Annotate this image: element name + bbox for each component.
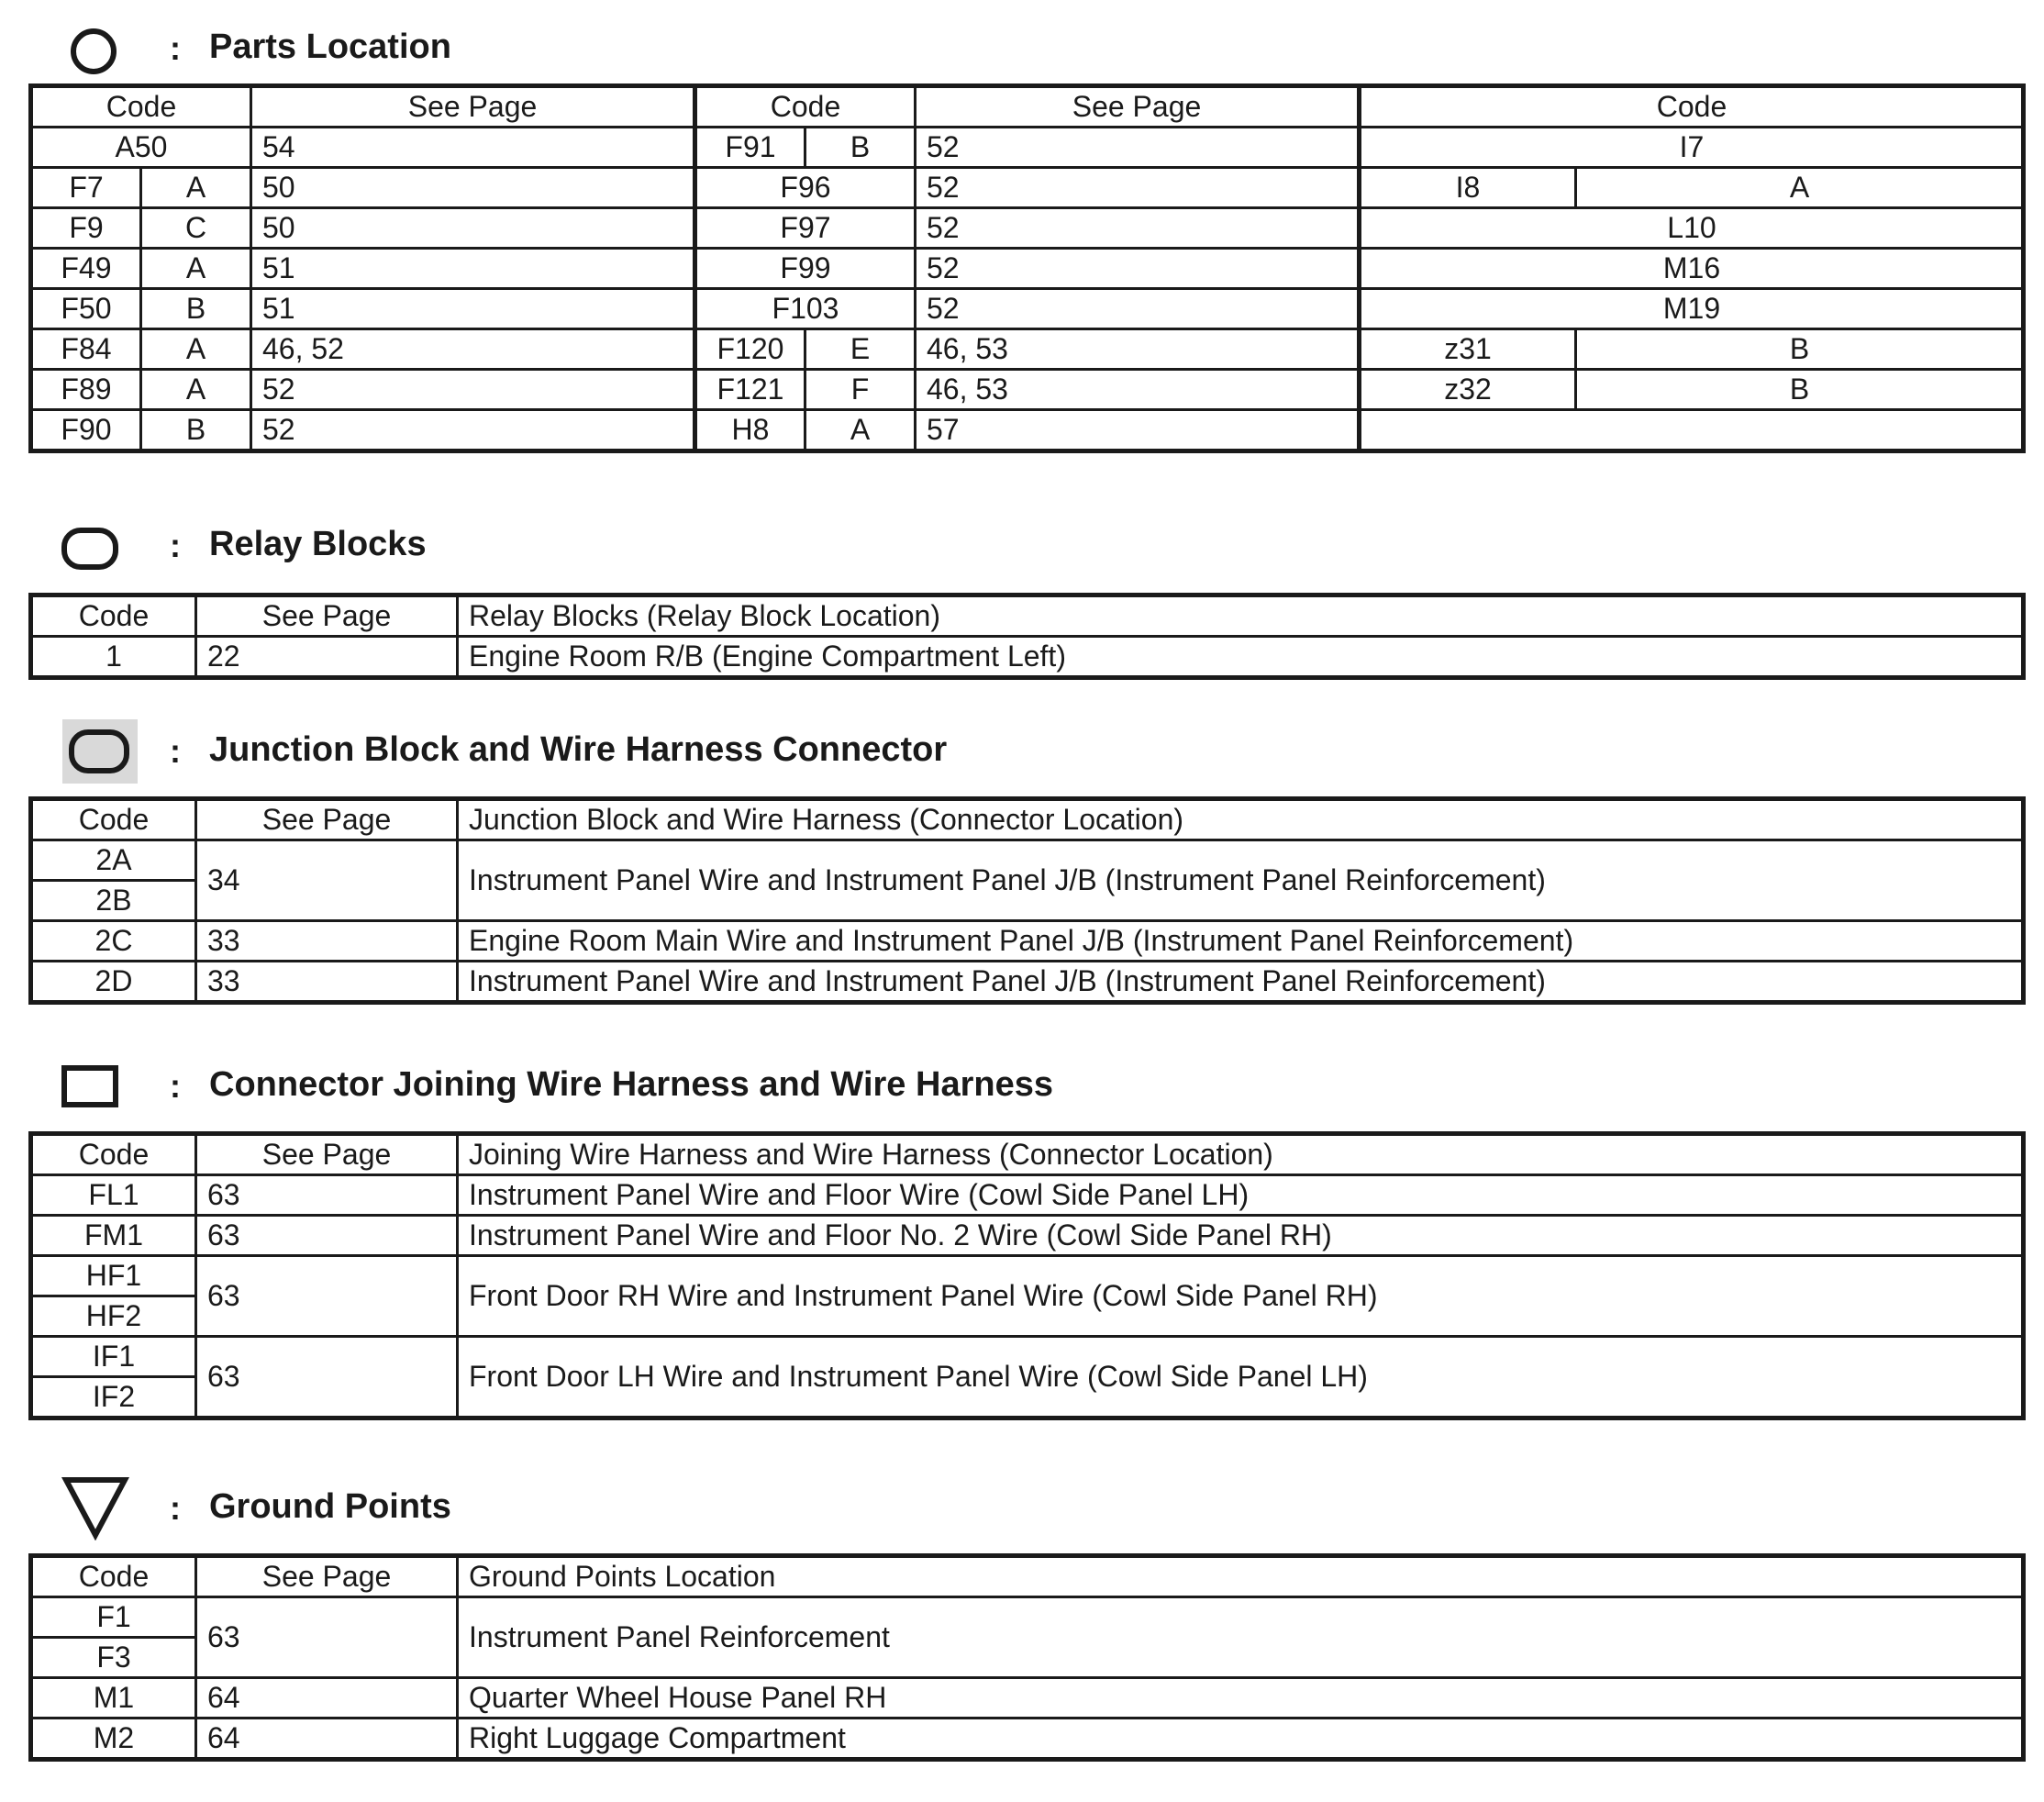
description-cell: Instrument Panel Wire and Floor No. 2 Wire (Cowl Side Panel RH) xyxy=(458,1216,2024,1256)
relay-blocks-heading xyxy=(0,514,2044,587)
code-cell: 2D xyxy=(31,962,196,1003)
code-cell: L10 xyxy=(1360,208,2024,249)
page-cell: 22 xyxy=(196,637,458,678)
code-cell: F97 xyxy=(695,208,916,249)
description-cell: Right Luggage Compartment xyxy=(458,1719,2024,1760)
table-row xyxy=(31,1719,2024,1760)
table-row xyxy=(31,1216,2024,1256)
code-cell: IF2 xyxy=(31,1377,196,1418)
table-row xyxy=(31,289,2024,329)
code-cell: F96 xyxy=(695,168,916,208)
description-cell: Instrument Panel Wire and Floor Wire (Cowl Side Panel LH) xyxy=(458,1175,2024,1216)
page-cell: 52 xyxy=(916,128,1360,168)
page-cell: 63 xyxy=(196,1597,458,1678)
code-cell: HF1 xyxy=(31,1256,196,1296)
code-cell: 1 xyxy=(31,637,196,678)
sub-code-cell: A xyxy=(141,329,251,370)
description-cell: Instrument Panel Wire and Instrument Panel J/B (Instrument Panel Reinforcement) xyxy=(458,962,2024,1003)
see-page-header: See Page xyxy=(196,1556,458,1597)
page-cell: 63 xyxy=(196,1337,458,1418)
description-header: Relay Blocks (Relay Block Location) xyxy=(458,595,2024,637)
description-cell: Instrument Panel Wire and Instrument Panel J/B (Instrument Panel Reinforcement) xyxy=(458,840,2024,921)
description-cell: Front Door RH Wire and Instrument Panel Wire (Cowl Side Panel RH) xyxy=(458,1256,2024,1337)
sub-code-cell: F xyxy=(805,370,916,410)
sub-code-cell: B xyxy=(1576,329,2024,370)
sub-code-cell: A xyxy=(141,168,251,208)
sub-code-cell: A xyxy=(1576,168,2024,208)
code-cell: F50 xyxy=(31,289,141,329)
code-header: Code xyxy=(695,86,916,128)
rectangle-icon xyxy=(61,1063,121,1111)
page-cell: 64 xyxy=(196,1719,458,1760)
code-header: Code xyxy=(31,86,251,128)
heading-colon: : xyxy=(170,732,181,770)
page-cell: 63 xyxy=(196,1175,458,1216)
code-cell: F49 xyxy=(31,249,141,289)
code-cell: H8 xyxy=(695,410,805,451)
page-cell: 52 xyxy=(916,249,1360,289)
description-header: Junction Block and Wire Harness (Connector Location) xyxy=(458,799,2024,840)
parts-location-table xyxy=(28,83,2026,453)
code-header: Code xyxy=(31,1556,196,1597)
table-row xyxy=(31,1337,2024,1377)
description-cell: Front Door LH Wire and Instrument Panel Wire (Cowl Side Panel LH) xyxy=(458,1337,2024,1418)
relay-blocks-title: Relay Blocks xyxy=(209,525,427,563)
junction-block-title: Junction Block and Wire Harness Connector xyxy=(209,730,948,769)
heading-colon: : xyxy=(170,1489,181,1527)
code-header: Code xyxy=(31,595,196,637)
heading-colon: : xyxy=(170,29,181,67)
code-cell: IF1 xyxy=(31,1337,196,1377)
code-cell: 2B xyxy=(31,881,196,921)
sub-code-cell: E xyxy=(805,329,916,370)
page-cell: 52 xyxy=(251,370,695,410)
page-cell: 34 xyxy=(196,840,458,921)
page-cell: 52 xyxy=(916,168,1360,208)
page-cell: 46, 53 xyxy=(916,370,1360,410)
see-page-header: See Page xyxy=(196,1134,458,1175)
table-row xyxy=(31,168,2024,208)
ground-points-table xyxy=(28,1553,2026,1762)
see-page-header: See Page xyxy=(196,799,458,840)
table-row xyxy=(31,840,2024,881)
code-cell: F3 xyxy=(31,1638,196,1678)
code-cell: F1 xyxy=(31,1597,196,1638)
parts-location-title: Parts Location xyxy=(209,28,451,66)
connector-joining-heading xyxy=(0,1051,2044,1124)
sub-code-cell: B xyxy=(1576,370,2024,410)
code-cell: F7 xyxy=(31,168,141,208)
code-cell: FM1 xyxy=(31,1216,196,1256)
rounded-rectangle-icon xyxy=(61,527,121,573)
shaded-rounded-rectangle-icon xyxy=(62,719,138,784)
table-row xyxy=(31,249,2024,289)
code-cell: F99 xyxy=(695,249,916,289)
page-cell: 50 xyxy=(251,168,695,208)
description-header: Ground Points Location xyxy=(458,1556,2024,1597)
see-page-header: See Page xyxy=(916,86,1360,128)
description-cell: Quarter Wheel House Panel RH xyxy=(458,1678,2024,1719)
rounded-rectangle-shape xyxy=(62,719,138,784)
code-cell: M16 xyxy=(1360,249,2024,289)
code-cell: F84 xyxy=(31,329,141,370)
ground-points-heading xyxy=(0,1473,2044,1546)
see-page-header: See Page xyxy=(251,86,695,128)
code-cell: F9 xyxy=(31,208,141,249)
triangle-down-icon xyxy=(61,1474,130,1541)
code-cell: F90 xyxy=(31,410,141,451)
code-cell: F103 xyxy=(695,289,916,329)
table-row xyxy=(31,1678,2024,1719)
junction-block-table xyxy=(28,796,2026,1005)
heading-colon: : xyxy=(170,1067,181,1105)
header-row xyxy=(31,595,2024,637)
relay-blocks-table xyxy=(28,593,2026,680)
table-row xyxy=(31,128,2024,168)
code-cell: F121 xyxy=(695,370,805,410)
description-header: Joining Wire Harness and Wire Harness (Connector Location) xyxy=(458,1134,2024,1175)
header-row xyxy=(31,1134,2024,1175)
code-cell: A50 xyxy=(31,128,251,168)
table-row xyxy=(31,921,2024,962)
code-cell: z32 xyxy=(1360,370,1576,410)
code-header: Code xyxy=(1360,86,2024,128)
code-cell: M2 xyxy=(31,1719,196,1760)
table-row xyxy=(31,370,2024,410)
page-cell: 52 xyxy=(916,289,1360,329)
page-cell: 33 xyxy=(196,962,458,1003)
header-row xyxy=(31,86,2024,128)
page-cell: 46, 53 xyxy=(916,329,1360,370)
code-cell: F89 xyxy=(31,370,141,410)
header-row xyxy=(31,799,2024,840)
page-cell: 64 xyxy=(196,1678,458,1719)
page-cell: 57 xyxy=(916,410,1360,451)
page-cell: 46, 52 xyxy=(251,329,695,370)
see-page-header: See Page xyxy=(196,595,458,637)
connector-joining-table xyxy=(28,1131,2026,1420)
heading-colon: : xyxy=(170,527,181,564)
code-header: Code xyxy=(31,1134,196,1175)
sub-code-cell: B xyxy=(805,128,916,168)
sub-code-cell: B xyxy=(141,410,251,451)
sub-code-cell: A xyxy=(805,410,916,451)
page-cell: 52 xyxy=(251,410,695,451)
sub-code-cell: A xyxy=(141,249,251,289)
connector-joining-title: Connector Joining Wire Harness and Wire Harness xyxy=(209,1065,1053,1104)
sub-code-cell: C xyxy=(141,208,251,249)
table-row xyxy=(31,637,2024,678)
sub-code-cell: B xyxy=(141,289,251,329)
page-cell: 63 xyxy=(196,1216,458,1256)
page-cell: 33 xyxy=(196,921,458,962)
table-row xyxy=(31,329,2024,370)
page-cell: 63 xyxy=(196,1256,458,1337)
code-cell: M19 xyxy=(1360,289,2024,329)
page-cell: 54 xyxy=(251,128,695,168)
table-row xyxy=(31,1256,2024,1296)
description-cell: Engine Room Main Wire and Instrument Panel J/B (Instrument Panel Reinforcement) xyxy=(458,921,2024,962)
table-row xyxy=(31,1175,2024,1216)
table-row xyxy=(31,1597,2024,1638)
junction-block-heading xyxy=(0,716,2044,789)
code-cell: M1 xyxy=(31,1678,196,1719)
ground-points-title: Ground Points xyxy=(209,1487,451,1526)
page-cell: 51 xyxy=(251,289,695,329)
code-cell: 2A xyxy=(31,840,196,881)
circle-icon xyxy=(68,26,119,77)
page-cell: 52 xyxy=(916,208,1360,249)
code-cell: 2C xyxy=(31,921,196,962)
description-cell: Instrument Panel Reinforcement xyxy=(458,1597,2024,1678)
table-row xyxy=(31,208,2024,249)
code-cell: z31 xyxy=(1360,329,1576,370)
page-cell: 51 xyxy=(251,249,695,289)
code-cell: F120 xyxy=(695,329,805,370)
code-cell xyxy=(1360,410,2024,451)
table-row xyxy=(31,410,2024,451)
code-header: Code xyxy=(31,799,196,840)
table-row xyxy=(31,962,2024,1003)
code-cell: FL1 xyxy=(31,1175,196,1216)
code-cell: I7 xyxy=(1360,128,2024,168)
header-row xyxy=(31,1556,2024,1597)
code-cell: HF2 xyxy=(31,1296,196,1337)
code-cell: F91 xyxy=(695,128,805,168)
page-cell: 50 xyxy=(251,208,695,249)
sub-code-cell: A xyxy=(141,370,251,410)
parts-location-heading xyxy=(0,18,2044,92)
description-cell: Engine Room R/B (Engine Compartment Left) xyxy=(458,637,2024,678)
code-cell: I8 xyxy=(1360,168,1576,208)
